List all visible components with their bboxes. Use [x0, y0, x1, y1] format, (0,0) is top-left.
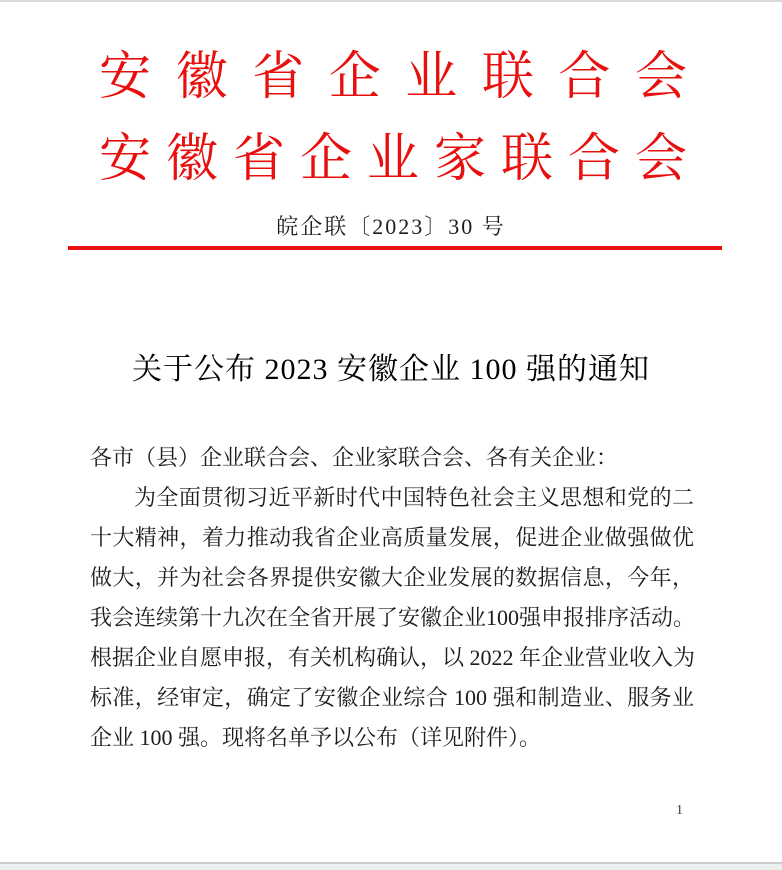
- doc-number: 皖企联〔2023〕30 号: [276, 214, 506, 239]
- letterhead-org-line-2: 安徽省企业家联合会: [99, 131, 687, 188]
- letterhead: [99, 50, 687, 188]
- document-title: 关于公布 2023 安徽企业 100 强的通知: [132, 353, 650, 386]
- page-top-edge: [0, 0, 782, 2]
- page-number: 1: [676, 803, 683, 818]
- body-line: 企业 100 强。现将名单予以公布（详见附件）。: [90, 725, 542, 750]
- body-line: 根据企业自愿申报，有关机构确认，以 2022 年企业营业收入为: [90, 645, 696, 670]
- body-line: 为全面贯彻习近平新时代中国特色社会主义思想和党的二: [134, 485, 694, 510]
- body-line: 标准，经审定，确定了安徽企业综合 100 强和制造业、服务业: [90, 685, 694, 710]
- page-bottom-edge: [0, 862, 782, 870]
- body-line: 十大精神，着力推动我省企业高质量发展，促进企业做强做优: [90, 525, 694, 550]
- body-line: 我会连续第十九次在全省开展了安徽企业100强申报排序活动。: [90, 605, 696, 630]
- letterhead-org-line-1: 安徽省企业联合会: [99, 49, 687, 106]
- body-line: 做大，并为社会各界提供安徽大企业发展的数据信息，今年，: [90, 565, 694, 590]
- document-body: [90, 438, 694, 758]
- salutation: 各市（县）企业联合会、企业家联合会、各有关企业：: [90, 445, 619, 470]
- red-divider-rule: [68, 246, 722, 250]
